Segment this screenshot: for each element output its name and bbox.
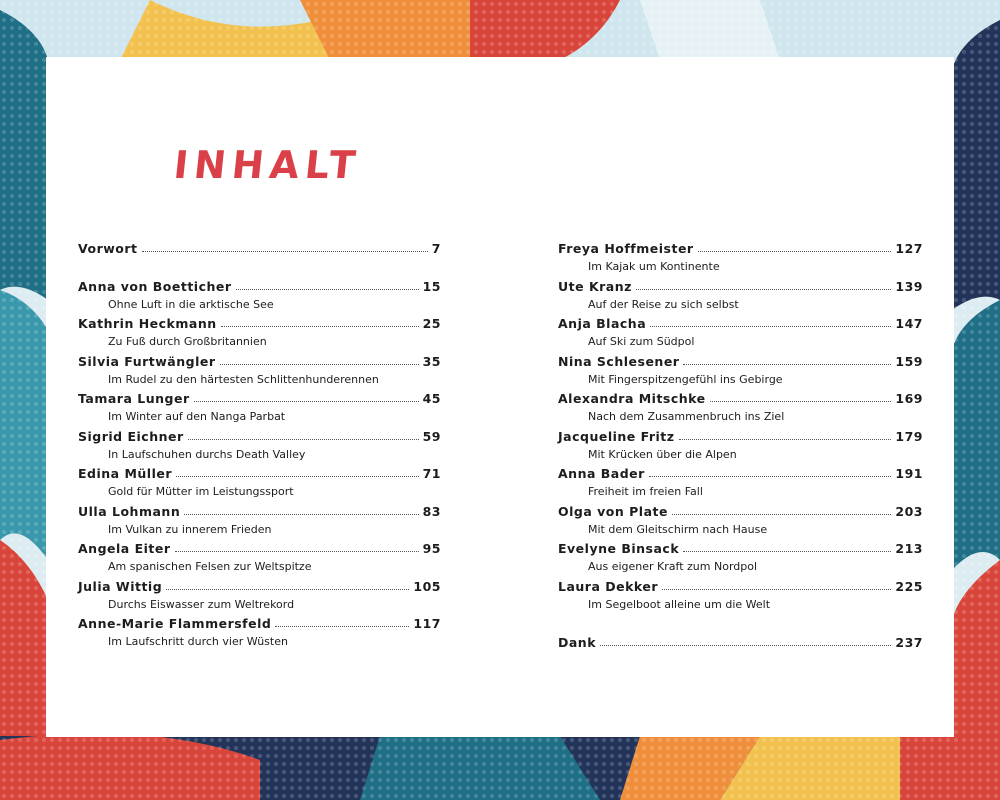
toc-entry-subtitle: Am spanischen Felsen zur Weltspitze <box>108 560 312 573</box>
toc-entry-name: Edina Müller <box>78 466 173 481</box>
toc-entry-subtitle: Mit Fingerspitzengefühl ins Gebirge <box>588 372 783 386</box>
toc-entry[interactable] <box>78 352 441 371</box>
dot-leader <box>142 251 428 252</box>
dot-leader <box>166 589 409 590</box>
dot-leader <box>175 551 419 552</box>
toc-entry[interactable] <box>78 539 441 558</box>
toc-entry[interactable] <box>558 427 923 446</box>
toc-entry-subtitle: Durchs Eiswasser zum Weltrekord <box>108 597 295 611</box>
dot-leader <box>220 364 419 365</box>
toc-page-number: 127 <box>895 241 923 256</box>
toc-entry-name: Angela Eiter <box>78 541 171 556</box>
toc-page-number: 237 <box>895 634 923 650</box>
toc-page-number: 179 <box>895 428 923 444</box>
toc-entry[interactable] <box>78 314 441 333</box>
toc-page-number: 83 <box>422 503 441 519</box>
toc-entry[interactable] <box>78 277 441 296</box>
toc-entry-name: Tamara Lunger <box>78 391 190 406</box>
toc-entry-subtitle: Auf der Reise zu sich selbst <box>588 297 739 311</box>
toc-entry-name: Jacqueline Fritz <box>558 428 675 444</box>
toc-entry-name: Evelyne Binsack <box>558 541 680 556</box>
toc-page-number: 159 <box>895 353 923 369</box>
toc-entry-name: Sigrid Eichner <box>78 428 184 444</box>
toc-page-number: 169 <box>895 391 923 406</box>
toc-entry[interactable] <box>78 389 441 408</box>
dot-leader <box>672 514 891 515</box>
toc-entry-subtitle: Ohne Luft in die arktische See <box>108 297 274 311</box>
toc-entry-name: Nina Schlesener <box>558 353 680 369</box>
toc-entry-name: Olga von Plate <box>558 503 668 519</box>
dot-leader <box>710 401 892 402</box>
toc-page-number: 139 <box>895 278 923 294</box>
toc-entry[interactable] <box>558 314 923 333</box>
dot-leader <box>176 476 419 477</box>
toc-entry-subtitle: Im Vulkan zu innerem Frieden <box>108 522 272 536</box>
toc-entry[interactable] <box>558 633 923 652</box>
toc-entry-subtitle: Freiheit im freien Fall <box>588 485 703 498</box>
dot-leader <box>679 439 892 440</box>
toc-entry-name: Anne-Marie Flammersfeld <box>78 616 272 631</box>
toc-page <box>46 57 954 737</box>
dot-leader <box>194 401 419 402</box>
toc-page-number: 95 <box>422 541 441 556</box>
toc-entry[interactable] <box>558 389 923 408</box>
toc-entry-subtitle: Mit Krücken über die Alpen <box>588 447 737 461</box>
toc-page-number: 117 <box>413 616 441 631</box>
toc-entry-name: Vorwort <box>78 241 138 256</box>
dot-leader <box>636 289 891 290</box>
toc-entry[interactable] <box>558 502 923 521</box>
toc-entry-subtitle: In Laufschuhen durchs Death Valley <box>108 447 306 461</box>
toc-entry-name: Freya Hoffmeister <box>558 241 694 256</box>
toc-page-number: 71 <box>422 466 441 481</box>
toc-entry-name: Alexandra Mitschke <box>558 391 706 406</box>
toc-page-number: 147 <box>895 316 923 331</box>
dot-leader <box>698 251 892 252</box>
toc-entry[interactable] <box>78 464 441 483</box>
toc-entry-subtitle: Gold für Mütter im Leistungssport <box>108 485 294 498</box>
toc-entry-subtitle: Aus eigener Kraft zum Nordpol <box>588 560 758 573</box>
toc-entry-name: Anna Bader <box>558 466 645 481</box>
toc-entry-name: Anja Blacha <box>558 316 647 331</box>
toc-entry[interactable] <box>558 577 923 596</box>
page-title: INHALT <box>171 143 364 187</box>
toc-entry[interactable] <box>558 239 923 258</box>
toc-page-number: 105 <box>413 578 441 594</box>
dot-leader <box>236 289 419 290</box>
toc-entry-subtitle: Im Laufschritt durch vier Wüsten <box>108 635 288 648</box>
toc-entry[interactable] <box>78 502 441 521</box>
dot-leader <box>184 514 418 515</box>
toc-entry-subtitle: Auf Ski zum Südpol <box>588 335 695 348</box>
toc-entry[interactable] <box>558 539 923 558</box>
toc-entry[interactable] <box>558 352 923 371</box>
dot-leader <box>649 476 892 477</box>
dot-leader <box>683 551 891 552</box>
toc-entry-name: Dank <box>558 634 597 650</box>
toc-entry-name: Ute Kranz <box>558 278 632 294</box>
dot-leader <box>188 439 419 440</box>
toc-entry-name: Anna von Boetticher <box>78 278 232 294</box>
dot-leader <box>650 326 891 327</box>
toc-page-number: 15 <box>422 278 441 294</box>
toc-left-column <box>78 239 441 652</box>
dot-leader <box>275 626 409 627</box>
toc-page-number: 7 <box>431 241 441 256</box>
toc-entry-subtitle: Im Kajak um Kontinente <box>588 260 720 273</box>
toc-page-number: 225 <box>895 578 923 594</box>
toc-page-number: 213 <box>895 541 923 556</box>
toc-entry[interactable] <box>558 277 923 296</box>
toc-entry-subtitle: Nach dem Zusammenbruch ins Ziel <box>588 410 785 423</box>
toc-entry-subtitle: Im Segelboot alleine um die Welt <box>588 597 771 611</box>
toc-entry-name: Julia Wittig <box>78 578 163 594</box>
toc-entry-subtitle: Mit dem Gleitschirm nach Hause <box>588 522 768 536</box>
toc-entry-subtitle: Zu Fuß durch Großbritannien <box>108 335 267 348</box>
dot-leader <box>600 645 891 646</box>
toc-spacer <box>78 258 441 277</box>
toc-entry[interactable] <box>78 614 441 633</box>
toc-entry-name: Silvia Furtwängler <box>78 353 216 369</box>
toc-entry-subtitle: Im Rudel zu den härtesten Schlittenhunderennen <box>108 372 379 386</box>
toc-entry[interactable] <box>558 464 923 483</box>
toc-page-number: 203 <box>895 503 923 519</box>
toc-entry[interactable] <box>78 577 441 596</box>
dot-leader <box>683 364 891 365</box>
toc-right-column <box>558 239 923 652</box>
dot-leader <box>662 589 891 590</box>
toc-page-number: 35 <box>422 353 441 369</box>
toc-page-number: 25 <box>422 316 441 331</box>
toc-entry[interactable] <box>78 427 441 446</box>
toc-entry-name: Kathrin Heckmann <box>78 316 217 331</box>
toc-page-number: 59 <box>422 428 441 444</box>
toc-entry-name: Laura Dekker <box>558 578 659 594</box>
toc-page-number: 191 <box>895 466 923 481</box>
toc-entry-subtitle: Im Winter auf den Nanga Parbat <box>108 410 286 423</box>
toc-page-number: 45 <box>422 391 441 406</box>
dot-leader <box>221 326 419 327</box>
toc-entry-name: Ulla Lohmann <box>78 503 181 519</box>
toc-entry[interactable] <box>78 239 441 258</box>
toc-spacer <box>558 614 923 633</box>
